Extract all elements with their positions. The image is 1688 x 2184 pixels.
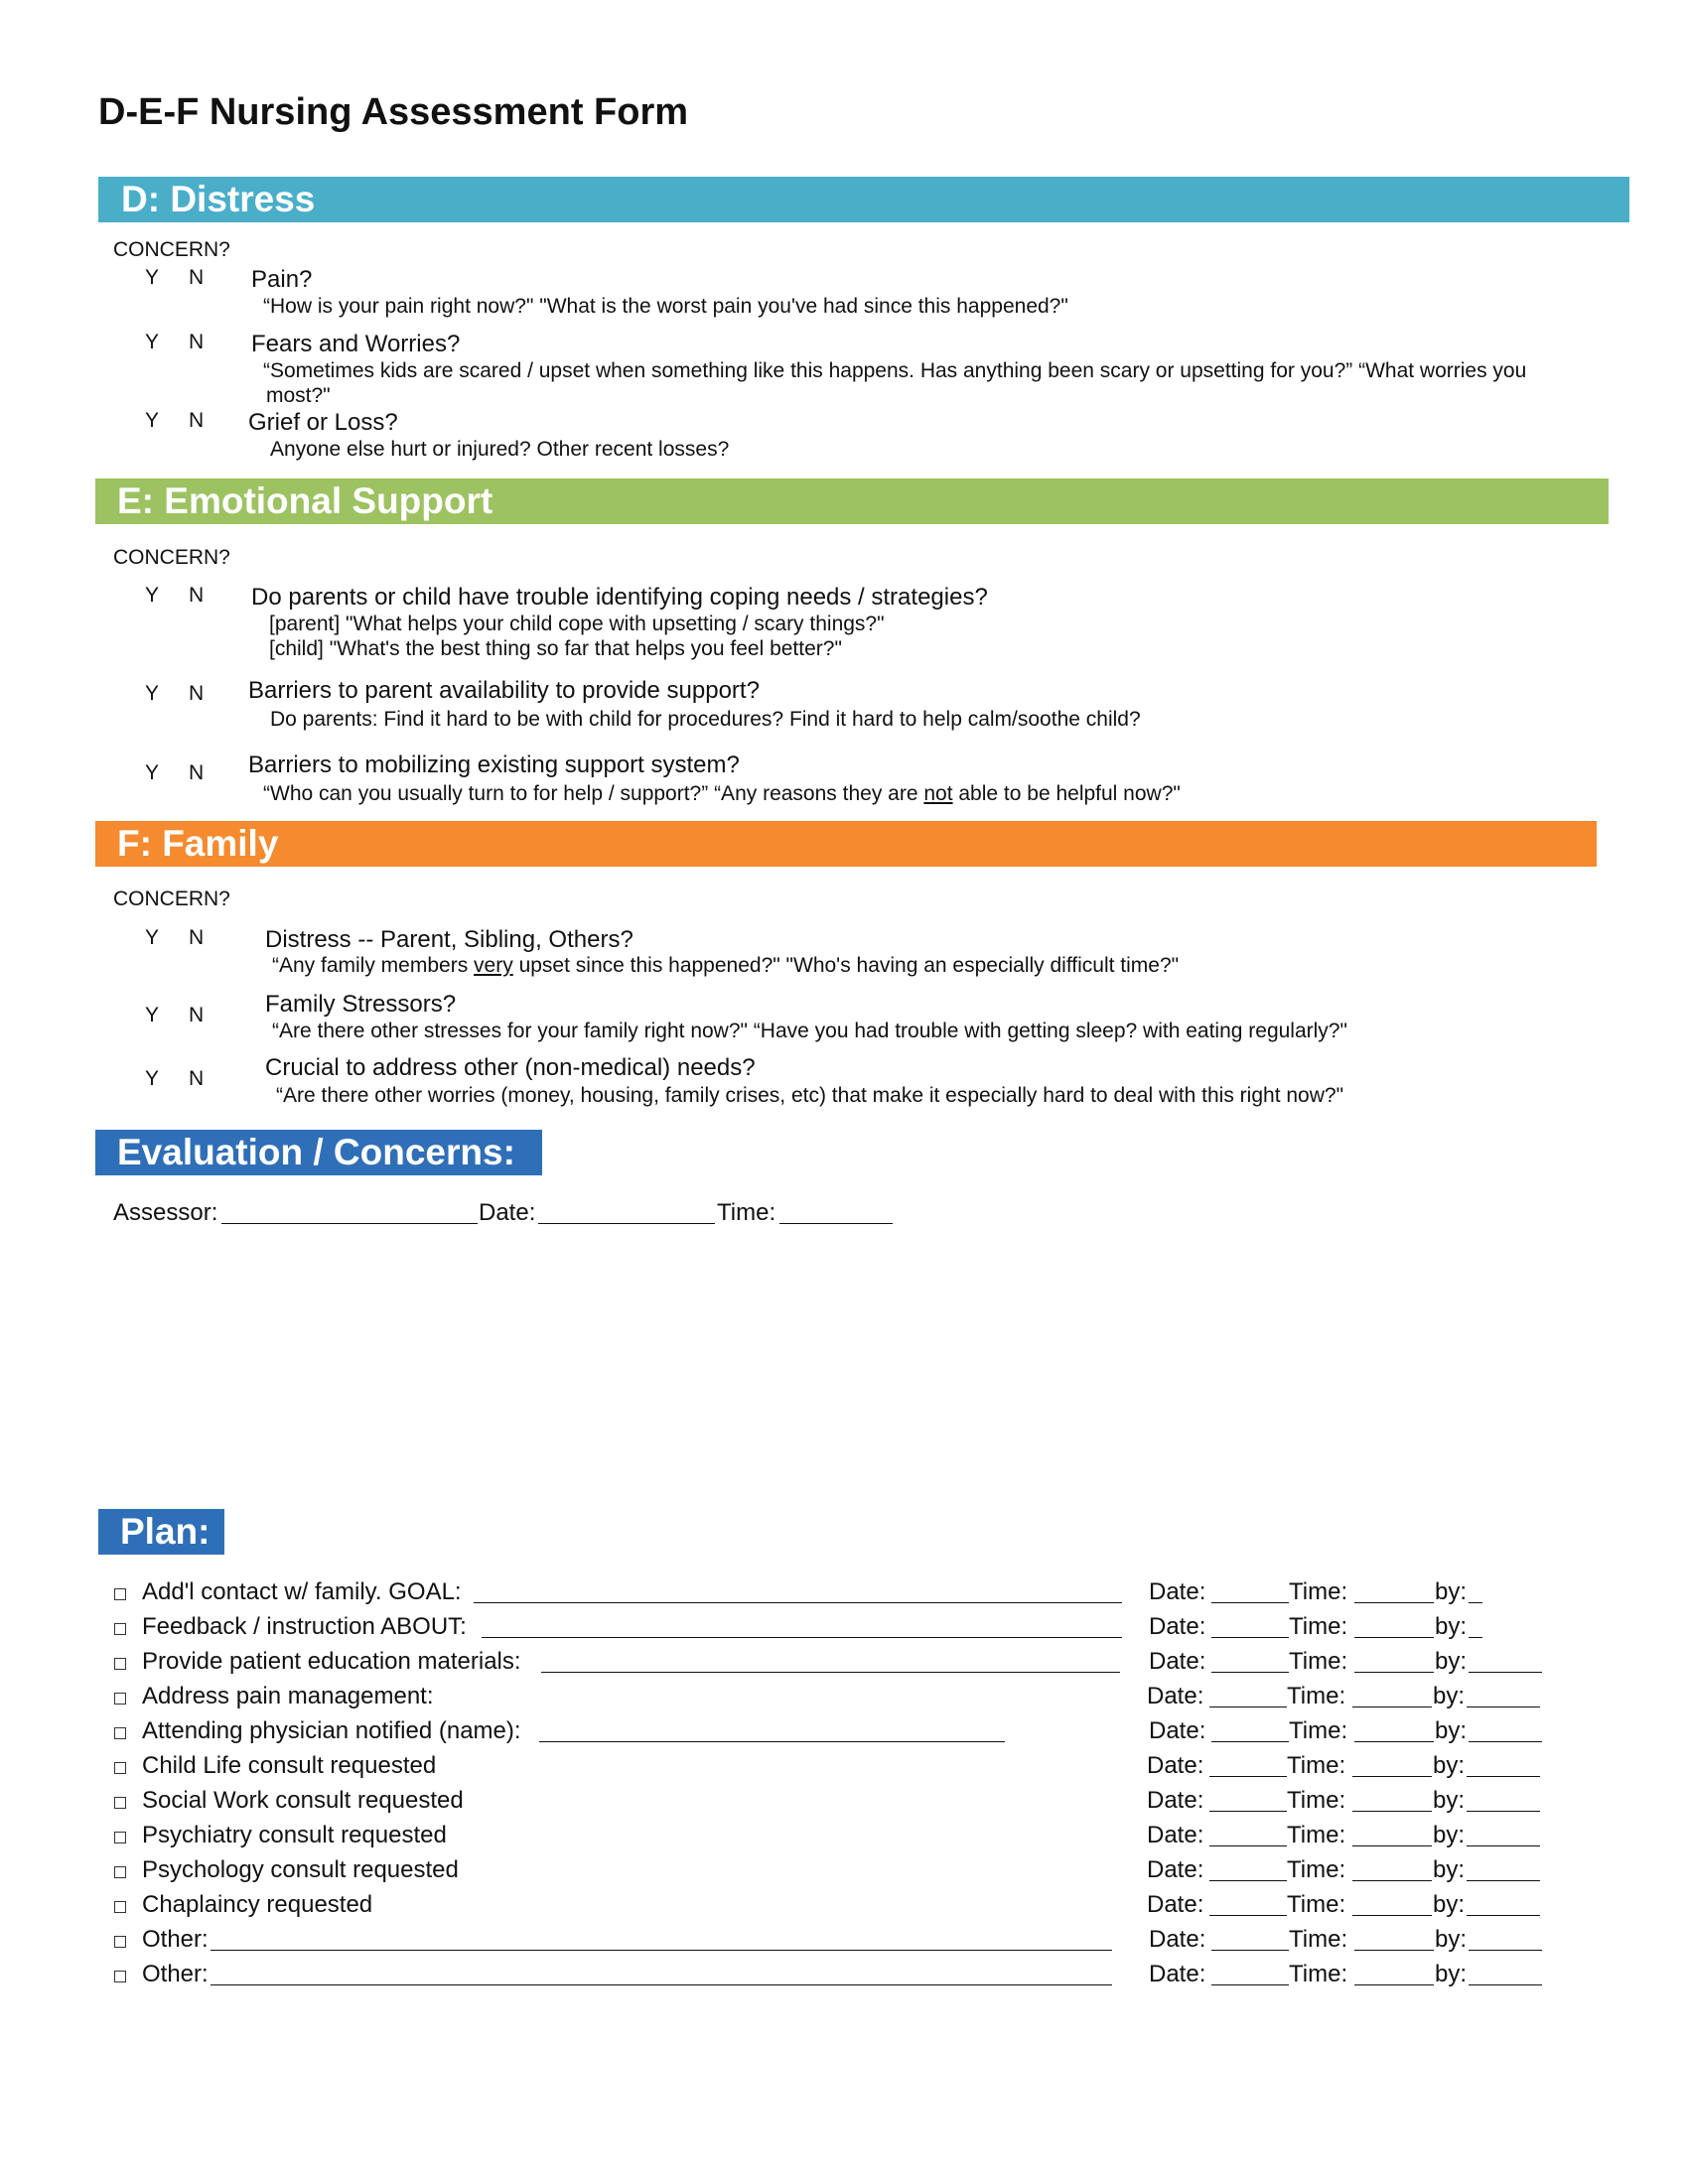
distress-heading: D: Distress [121,179,316,219]
evaluation-date-label: Date: [479,1199,536,1226]
plan-row [0,1717,1688,1751]
emotional-heading: E: Emotional Support [117,480,493,521]
emotional-support-prompt-b: able to be helpful now?" [952,782,1181,805]
plan-time-label: Time: [1287,1891,1346,1918]
distress-fears-prompt: “Sometimes kids are scared / upset when something like this happens. Has anything been scary or upsetting for you?” “What worries you [263,359,1527,382]
family-needs-prompt: “Are there other worries (money, housing, family crises, etc) that make it especially hard to deal with this right now?" [276,1084,1344,1107]
plan-item-label: Provide patient education materials: [142,1648,521,1675]
evaluation-section-header [95,1130,542,1175]
plan-date-label: Date: [1147,1787,1204,1814]
plan-time-label: Time: [1289,1926,1348,1953]
plan-checkbox[interactable] [114,1658,126,1670]
plan-checkbox[interactable] [114,1588,126,1600]
plan-item-label: Psychiatry consult requested [142,1822,447,1848]
plan-time-field[interactable] [1354,1602,1434,1603]
plan-checkbox[interactable] [114,1762,126,1774]
plan-row [0,1856,1688,1890]
emotional-support-no[interactable]: N [189,761,205,784]
emotional-section-header [95,478,1609,524]
emotional-coping-question: Do parents or child have trouble identifying coping needs / strategies? [251,584,988,611]
plan-by-field[interactable] [1467,1811,1540,1812]
plan-date-field[interactable] [1209,1776,1287,1777]
plan-time-field[interactable] [1354,1637,1434,1638]
family-stressors-prompt: “Are there other stresses for your family right now?" “Have you had trouble with getting sleep? with eating regularly?" [272,1020,1347,1042]
plan-date-label: Date: [1149,1961,1206,1987]
family-needs-no[interactable]: N [189,1067,205,1090]
plan-time-label: Time: [1287,1822,1346,1848]
plan-by-label: by: [1435,1578,1468,1605]
plan-by-field[interactable] [1469,1984,1542,1985]
plan-time-field[interactable] [1352,1845,1432,1846]
plan-checkbox[interactable] [114,1623,126,1635]
plan-checkbox[interactable] [114,1866,126,1878]
plan-item-entry-field[interactable] [211,1984,1112,1985]
plan-time-field[interactable] [1354,1672,1434,1673]
plan-checkbox[interactable] [114,1693,126,1705]
plan-item-label: Add'l contact w/ family. GOAL: [142,1578,462,1605]
plan-date-label: Date: [1149,1648,1206,1675]
emotional-support-prompt [263,782,1181,806]
family-distress-prompt-a: “Any family members [272,954,475,977]
plan-time-field[interactable] [1352,1915,1432,1916]
plan-by-label: by: [1435,1648,1468,1675]
distress-pain-no[interactable]: N [189,266,205,289]
plan-row [0,1822,1688,1855]
plan-date-field[interactable] [1211,1741,1289,1742]
plan-date-field[interactable] [1209,1880,1287,1881]
plan-item-label: Child Life consult requested [142,1752,437,1779]
plan-by-field[interactable] [1467,1776,1540,1777]
plan-date-label: Date: [1149,1717,1206,1744]
family-distress-question: Distress -- Parent, Sibling, Others? [265,926,633,953]
plan-checkbox[interactable] [114,1971,126,1982]
plan-by-field[interactable] [1469,1672,1542,1673]
plan-date-label: Date: [1149,1926,1206,1953]
evaluation-time-field[interactable] [779,1223,893,1224]
family-distress-prompt-underlined: very [474,954,513,977]
plan-row [0,1578,1688,1612]
plan-checkbox[interactable] [114,1832,126,1843]
plan-item-label: Feedback / instruction ABOUT: [142,1613,467,1640]
evaluation-time-label: Time: [717,1199,776,1226]
plan-by-label: by: [1435,1717,1468,1744]
plan-time-field[interactable] [1352,1706,1432,1707]
distress-pain-prompt: “How is your pain right now?" "What is the worst pain you've had since this happened?" [263,295,1068,318]
family-section-header [95,821,1597,867]
plan-time-label: Time: [1289,1717,1348,1744]
plan-item-entry-field[interactable] [539,1741,1005,1742]
plan-date-field[interactable] [1209,1706,1287,1707]
family-needs-yes[interactable]: Y [145,1067,160,1090]
plan-checkbox[interactable] [114,1901,126,1913]
emotional-coping-yes[interactable]: Y [145,584,160,607]
emotional-support-question: Barriers to mobilizing existing support system? [248,751,740,778]
plan-by-field[interactable] [1469,1637,1482,1638]
plan-time-field[interactable] [1352,1776,1432,1777]
emotional-availability-prompt: Do parents: Find it hard to be with child for procedures? Find it hard to help calm/soothe child? [270,708,1141,731]
plan-by-field[interactable] [1467,1706,1540,1707]
plan-by-label: by: [1435,1961,1468,1987]
plan-by-label: by: [1433,1891,1466,1918]
plan-by-field[interactable] [1467,1915,1540,1916]
plan-by-label: by: [1433,1856,1466,1883]
assessor-field[interactable] [221,1223,478,1224]
family-distress-no[interactable]: N [189,926,205,949]
plan-item-label: Other: [142,1926,209,1953]
plan-date-field[interactable] [1211,1672,1289,1673]
plan-row [0,1752,1688,1786]
distress-grief-no[interactable]: N [189,409,205,432]
family-stressors-no[interactable]: N [189,1004,205,1026]
family-distress-prompt [272,954,1179,978]
plan-date-label: Date: [1147,1856,1204,1883]
family-heading: F: Family [117,823,279,864]
plan-time-label: Time: [1287,1683,1346,1709]
plan-time-label: Time: [1287,1752,1346,1779]
plan-date-field[interactable] [1209,1811,1287,1812]
plan-date-label: Date: [1149,1578,1206,1605]
plan-date-label: Date: [1149,1613,1206,1640]
plan-checkbox[interactable] [114,1797,126,1809]
plan-by-label: by: [1433,1683,1466,1709]
distress-fears-no[interactable]: N [189,331,205,353]
plan-by-field[interactable] [1467,1880,1540,1881]
plan-time-label: Time: [1287,1856,1346,1883]
plan-row [0,1683,1688,1716]
plan-row [0,1787,1688,1821]
plan-by-field[interactable] [1469,1741,1542,1742]
plan-time-field[interactable] [1354,1741,1434,1742]
plan-date-field[interactable] [1211,1602,1289,1603]
plan-item-entry-field[interactable] [211,1950,1112,1951]
page-title: D-E-F Nursing Assessment Form [98,91,689,133]
distress-concern-label: CONCERN? [113,238,230,261]
plan-date-label: Date: [1147,1822,1204,1848]
family-needs-question: Crucial to address other (non-medical) needs? [265,1054,756,1081]
plan-row [0,1926,1688,1960]
evaluation-date-field[interactable] [538,1223,715,1224]
plan-item-label: Address pain management: [142,1683,434,1709]
plan-date-field[interactable] [1209,1915,1287,1916]
plan-time-field[interactable] [1354,1950,1434,1951]
distress-pain-yes[interactable]: Y [145,266,160,289]
plan-by-label: by: [1433,1787,1466,1814]
plan-time-label: Time: [1289,1648,1348,1675]
emotional-support-yes[interactable]: Y [145,761,160,784]
plan-date-field[interactable] [1209,1845,1287,1846]
family-concern-label: CONCERN? [113,887,230,910]
plan-row [0,1891,1688,1925]
plan-date-field[interactable] [1211,1950,1289,1951]
family-stressors-question: Family Stressors? [265,991,457,1018]
distress-fears-yes[interactable]: Y [145,331,160,353]
plan-item-entry-field[interactable] [474,1602,1122,1603]
emotional-coping-no[interactable]: N [189,584,205,607]
plan-time-field[interactable] [1352,1880,1432,1881]
distress-grief-prompt: Anyone else hurt or injured? Other recent losses? [270,438,730,461]
plan-item-label: Attending physician notified (name): [142,1717,521,1744]
plan-by-field[interactable] [1469,1602,1482,1603]
emotional-coping-prompt-child: [child] "What's the best thing so far that helps you feel better?" [269,637,842,660]
plan-by-label: by: [1433,1822,1466,1848]
plan-by-field[interactable] [1467,1845,1540,1846]
plan-date-field[interactable] [1211,1637,1289,1638]
emotional-availability-no[interactable]: N [189,682,205,705]
distress-section-header [98,177,1629,222]
plan-item-entry-field[interactable] [541,1672,1120,1673]
distress-fears-prompt-cont: most?" [266,384,331,407]
plan-row [0,1961,1688,1994]
plan-time-label: Time: [1289,1578,1348,1605]
plan-item-label: Chaplaincy requested [142,1891,373,1918]
plan-time-label: Time: [1289,1961,1348,1987]
emotional-availability-question: Barriers to parent availability to provide support? [248,677,760,704]
plan-checkbox[interactable] [114,1936,126,1948]
family-stressors-yes[interactable]: Y [145,1004,160,1026]
plan-date-label: Date: [1147,1891,1204,1918]
plan-by-label: by: [1435,1926,1468,1953]
distress-grief-question: Grief or Loss? [248,409,398,436]
family-distress-prompt-b: upset since this happened?" "Who's having an especially difficult time?" [512,954,1180,977]
plan-heading: Plan: [120,1511,211,1552]
plan-row [0,1613,1688,1647]
assessor-label: Assessor: [113,1199,218,1226]
plan-section-header [98,1509,224,1555]
distress-pain-question: Pain? [251,266,313,293]
evaluation-heading: Evaluation / Concerns: [117,1132,515,1172]
plan-item-label: Other: [142,1961,209,1987]
plan-by-label: by: [1433,1752,1466,1779]
plan-date-label: Date: [1147,1683,1204,1709]
plan-time-field[interactable] [1354,1984,1434,1985]
family-distress-yes[interactable]: Y [145,926,160,949]
plan-date-field[interactable] [1211,1984,1289,1985]
distress-fears-question: Fears and Worries? [251,331,461,357]
distress-grief-yes[interactable]: Y [145,409,160,432]
plan-item-label: Social Work consult requested [142,1787,464,1814]
plan-item-label: Psychology consult requested [142,1856,459,1883]
emotional-coping-prompt-parent: [parent] "What helps your child cope with upsetting / scary things?" [269,613,885,635]
plan-by-label: by: [1435,1613,1468,1640]
plan-time-field[interactable] [1352,1811,1432,1812]
plan-row [0,1648,1688,1682]
emotional-support-prompt-underlined: not [923,782,953,805]
emotional-concern-label: CONCERN? [113,546,230,569]
plan-time-label: Time: [1289,1613,1348,1640]
plan-item-entry-field[interactable] [482,1637,1122,1638]
plan-time-label: Time: [1287,1787,1346,1814]
plan-by-field[interactable] [1469,1950,1542,1951]
emotional-support-prompt-a: “Who can you usually turn to for help / support?” “Any reasons they are [263,782,924,805]
plan-checkbox[interactable] [114,1727,126,1739]
plan-date-label: Date: [1147,1752,1204,1779]
emotional-availability-yes[interactable]: Y [145,682,160,705]
